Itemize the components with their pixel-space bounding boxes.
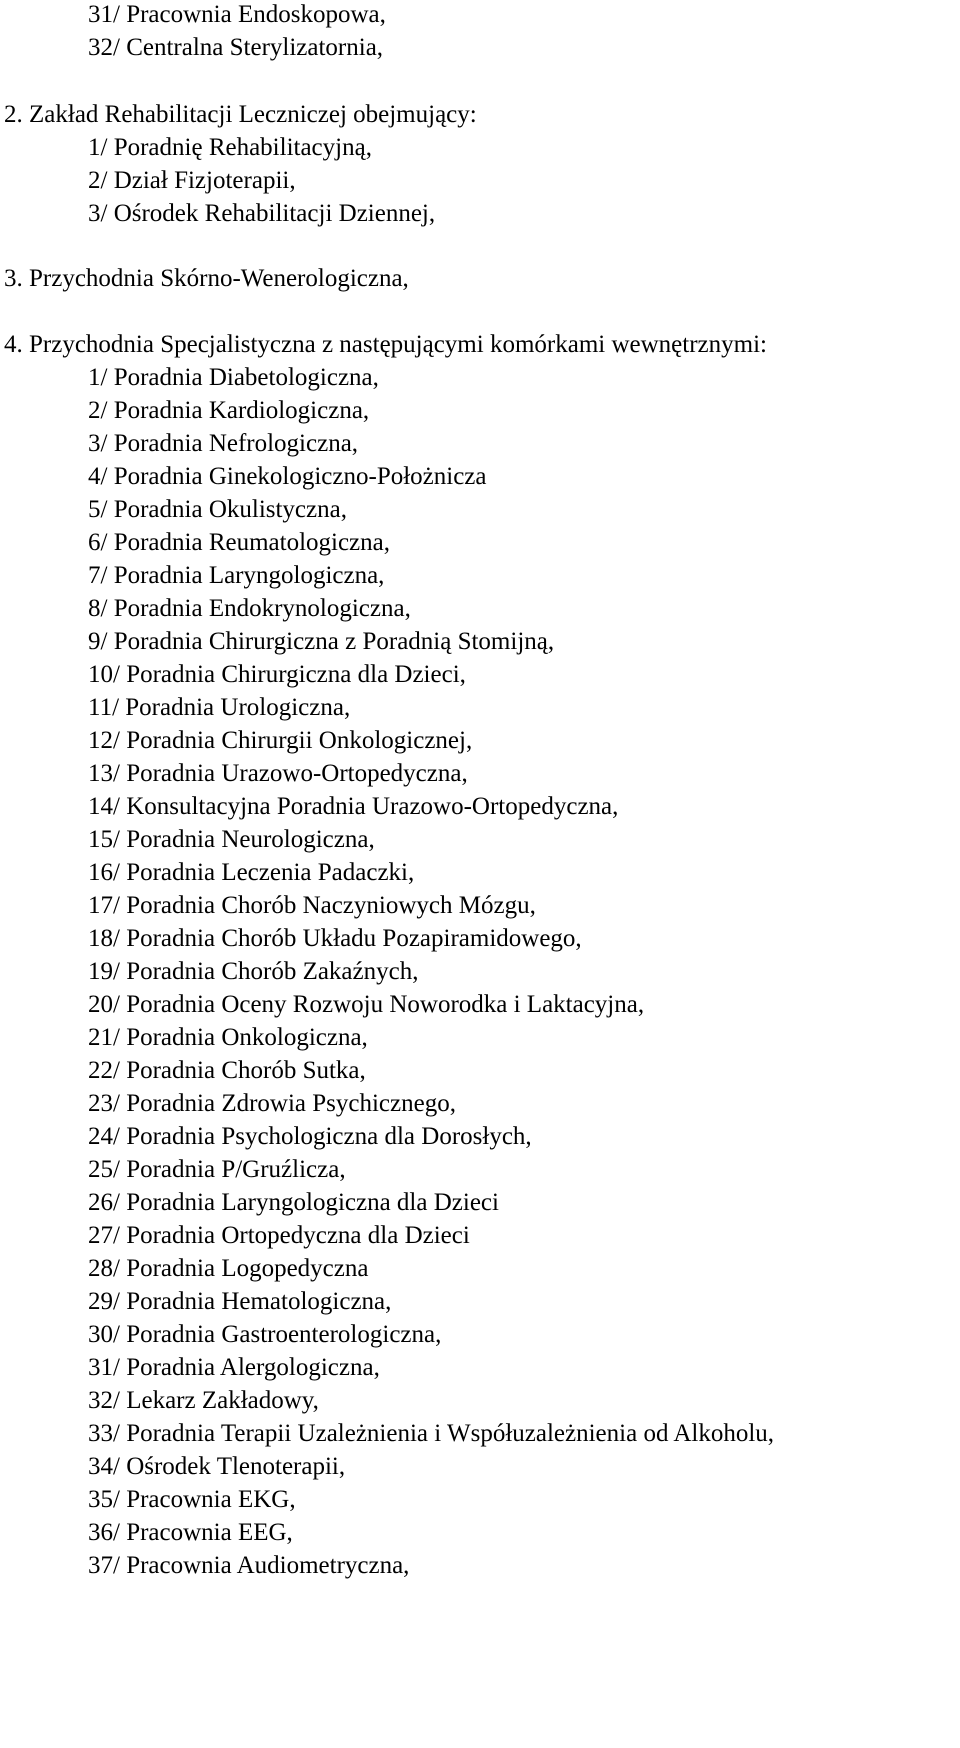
section-4-item: 26/ Poradnia Laryngologiczna dla Dzieci (88, 1189, 499, 1216)
section-4-item: 1/ Poradnia Diabetologiczna, (88, 364, 379, 391)
section-4-heading: 4. Przychodnia Specjalistyczna z następującymi komórkami wewnętrznymi: (4, 331, 767, 358)
section-4-item: 18/ Poradnia Chorób Układu Pozapiramidowego, (88, 925, 582, 952)
section-2-item: 2/ Dział Fizjoterapii, (88, 167, 296, 194)
section-4-item: 30/ Poradnia Gastroenterologiczna, (88, 1321, 442, 1348)
section-4-item: 6/ Poradnia Reumatologiczna, (88, 529, 391, 556)
section-4-item: 32/ Lekarz Zakładowy, (88, 1387, 319, 1414)
section-4-item: 28/ Poradnia Logopedyczna (88, 1255, 369, 1282)
section-4-item: 3/ Poradnia Nefrologiczna, (88, 430, 359, 457)
section-2-heading: 2. Zakład Rehabilitacji Leczniczej obejmujący: (4, 101, 477, 128)
section-4-item: 9/ Poradnia Chirurgiczna z Poradnią Stomijną, (88, 628, 555, 655)
section-4-item: 5/ Poradnia Okulistyczna, (88, 496, 347, 523)
section-4-item: 13/ Poradnia Urazowo-Ortopedyczna, (88, 760, 468, 787)
section-4-item: 11/ Poradnia Urologiczna, (88, 694, 351, 721)
section-4-item: 21/ Poradnia Onkologiczna, (88, 1024, 368, 1051)
section-4-item: 12/ Poradnia Chirurgii Onkologicznej, (88, 727, 473, 754)
section-4-item: 31/ Poradnia Alergologiczna, (88, 1354, 380, 1381)
section-4-item: 15/ Poradnia Neurologiczna, (88, 826, 375, 853)
section-4-item: 14/ Konsultacyjna Poradnia Urazowo-Ortopedyczna, (88, 793, 619, 820)
section-4-item: 29/ Poradnia Hematologiczna, (88, 1288, 392, 1315)
section-4-item: 8/ Poradnia Endokrynologiczna, (88, 595, 411, 622)
section-4-item: 10/ Poradnia Chirurgiczna dla Dzieci, (88, 661, 466, 688)
top-list-item: 32/ Centralna Sterylizatornia, (88, 34, 384, 61)
section-4-item: 16/ Poradnia Leczenia Padaczki, (88, 859, 415, 886)
section-4-item: 19/ Poradnia Chorób Zakaźnych, (88, 958, 419, 985)
section-4-item: 25/ Poradnia P/Gruźlicza, (88, 1156, 346, 1183)
section-4-item: 23/ Poradnia Zdrowia Psychicznego, (88, 1090, 456, 1117)
section-4-item: 20/ Poradnia Oceny Rozwoju Noworodka i Laktacyjna, (88, 991, 645, 1018)
section-4-item: 22/ Poradnia Chorób Sutka, (88, 1057, 366, 1084)
top-list-item: 31/ Pracownia Endoskopowa, (88, 1, 386, 28)
section-4-item: 24/ Poradnia Psychologiczna dla Dorosłych, (88, 1123, 532, 1150)
section-2-item: 3/ Ośrodek Rehabilitacji Dziennej, (88, 200, 436, 227)
section-4-item: 4/ Poradnia Ginekologiczno-Położnicza (88, 463, 487, 490)
section-4-item: 7/ Poradnia Laryngologiczna, (88, 562, 385, 589)
section-4-item: 35/ Pracownia EKG, (88, 1486, 296, 1513)
section-4-item: 2/ Poradnia Kardiologiczna, (88, 397, 370, 424)
section-4-item: 17/ Poradnia Chorób Naczyniowych Mózgu, (88, 892, 536, 919)
section-4-item: 34/ Ośrodek Tlenoterapii, (88, 1453, 346, 1480)
section-4-item: 27/ Poradnia Ortopedyczna dla Dzieci (88, 1222, 470, 1249)
section-3-heading: 3. Przychodnia Skórno-Wenerologiczna, (4, 265, 409, 292)
section-4-item: 37/ Pracownia Audiometryczna, (88, 1552, 410, 1579)
section-4-item: 36/ Pracownia EEG, (88, 1519, 293, 1546)
section-4-item: 33/ Poradnia Terapii Uzależnienia i Współuzależnienia od Alkoholu, (88, 1420, 775, 1447)
section-2-item: 1/ Poradnię Rehabilitacyjną, (88, 134, 372, 161)
